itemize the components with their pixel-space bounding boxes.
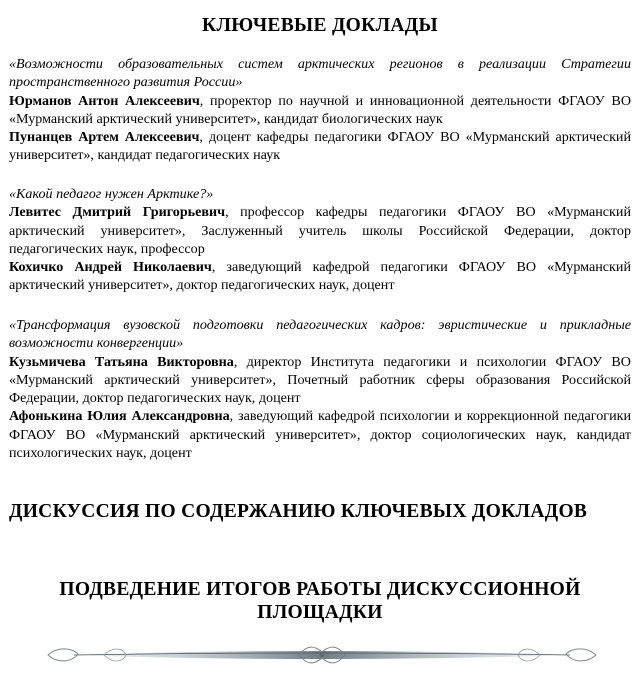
summary-heading-line-2: ПЛОЩАДКИ [257, 602, 383, 623]
report-block-1 [9, 55, 631, 165]
speaker-details: , заведующий кафедрой психологии и коррекционной педагогики ФГАОУ ВО «Мурманский арктический университет», доктор социологических наук, кандидат психологических наук, доцент [9, 408, 631, 462]
discussion-heading: ДИСКУССИЯ ПО СОДЕРЖАНИЮ КЛЮЧЕВЫХ ДОКЛАДОВ [9, 501, 588, 522]
speaker-details: , директор Института педагогики и психологии ФГАОУ ВО «Мурманский арктический университет», Почетный работник сферы образования Российской Федерации, доктор педагогических наук, доцент [9, 353, 631, 407]
speaker-details: , доцент кафедры педагогики ФГАОУ ВО «Мурманский арктический университет», кандидат педагогических наук [9, 129, 631, 164]
speaker-entry [9, 203, 631, 258]
speaker-name: Афонькина Юлия Александровна [9, 408, 230, 425]
speaker-entry [9, 258, 631, 295]
speaker-name: Левитес Дмитрий Григорьевич [9, 204, 226, 221]
report-topic: «Возможности образовательных систем арктических регионов в реализации Стратегии пространственного развития России» [9, 56, 631, 91]
speaker-entry [9, 407, 631, 462]
report-topic: «Какой педагог нужен Арктике?» [9, 186, 214, 202]
speaker-details: , профессор кафедры педагогики ФГАОУ ВО «Мурманский арктический университет», Заслуженный учитель школы Российской Федерации, доктор педагогических наук, профессор [9, 204, 631, 257]
decorative-flourish-divider-icon [44, 642, 600, 670]
page-title: КЛЮЧЕВЫЕ ДОКЛАДЫ [202, 15, 438, 36]
speaker-entry [9, 128, 631, 165]
report-topic: «Трансформация вузовской подготовки педагогических кадров: эвристические и прикладные возможности конвергенции» [9, 317, 631, 352]
summary-heading-line-1: ПОДВЕДЕНИЕ ИТОГОВ РАБОТЫ ДИСКУССИОННОЙ [59, 579, 581, 600]
report-block-3 [9, 316, 631, 462]
speaker-name: Кохичко Андрей Николаевич [9, 259, 212, 276]
speaker-name: Юрманов Антон Алексеевич [9, 92, 200, 109]
speaker-details: , проректор по научной и инновационной деятельности ФГАОУ ВО «Мурманский арктический университет», кандидат биологических наук [9, 92, 631, 127]
speaker-details: , заведующий кафедрой педагогики ФГАОУ ВО «Мурманский арктический университет», доктор педагогических наук, доцент [9, 259, 631, 294]
document-page [9, 0, 631, 623]
speaker-name: Пунанцев Артем Алексеевич [9, 129, 200, 146]
report-block-2 [9, 185, 631, 295]
speaker-entry [9, 92, 631, 129]
summary-heading [9, 578, 631, 624]
speaker-entry [9, 353, 631, 408]
speaker-name: Кузьмичева Татьяна Викторовна [9, 353, 234, 370]
